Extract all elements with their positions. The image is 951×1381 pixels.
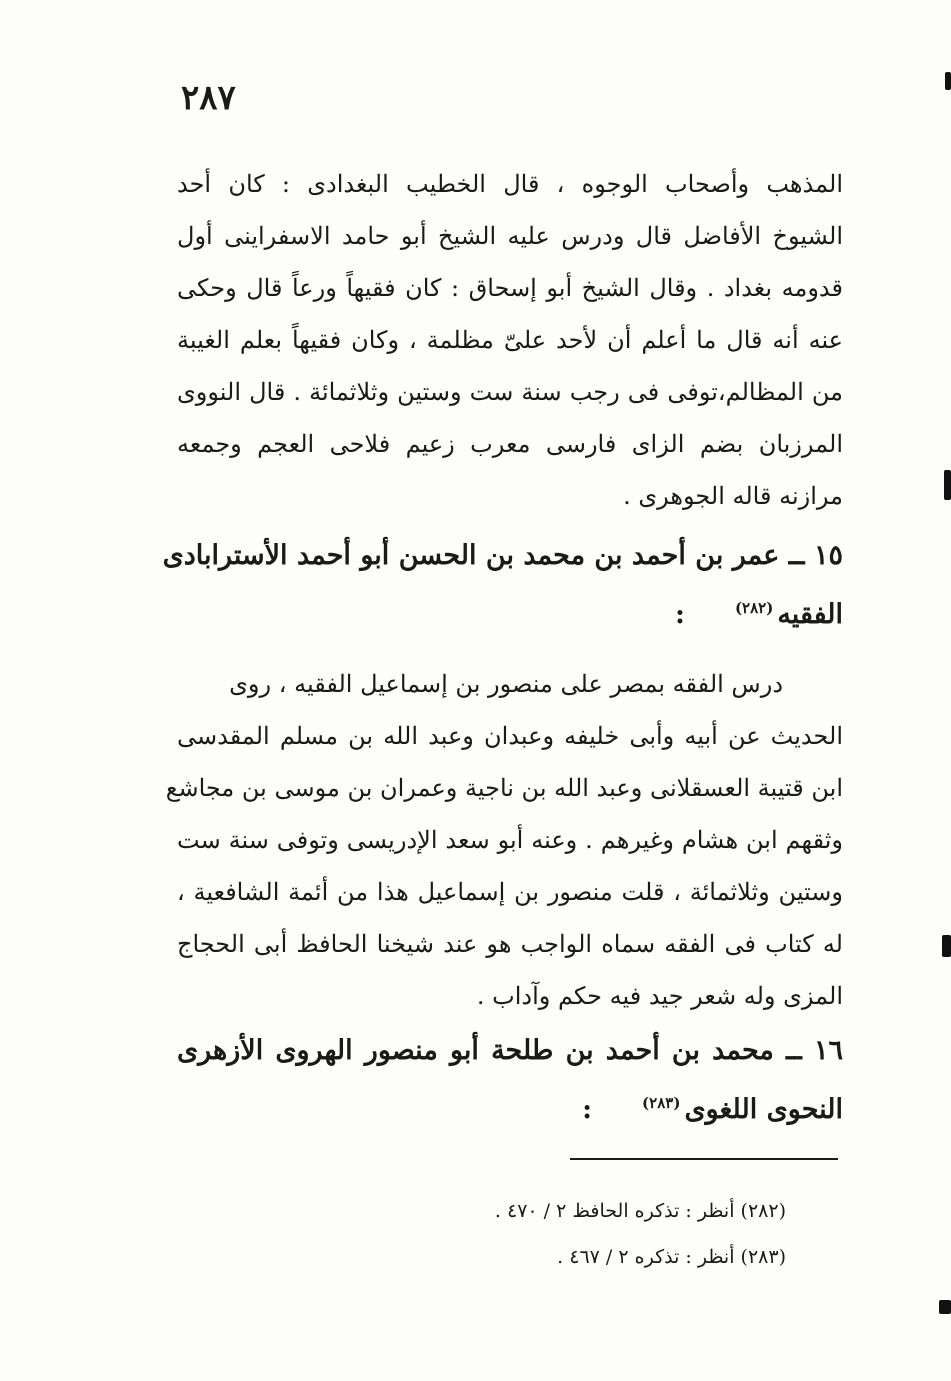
- heading-line: [177, 582, 843, 634]
- footnote: (٢٨٣) أنظر : تذكره ٢ / ٤٦٧ .: [557, 1246, 786, 1268]
- heading-line: ١٥ ــ عمر بن أحمد بن محمد بن الحسن أبو أحمد الأسترابادى: [162, 540, 843, 571]
- text-line: من المظالم،توفى فى رجب سنة ست وستين وثلاثمائة . قال النووى: [177, 378, 843, 406]
- text-line: عنه أنه قال ما أعلم أن لأحد علىّ مظلمة ، وكان فقيهاً بعلم الغيبة: [177, 326, 843, 354]
- heading-text: الفقيه: [777, 599, 843, 630]
- text-line: قدومه بغداد . وقال الشيخ أبو إسحاق : كان فقيهاً ورعاً قال وحكى: [177, 274, 843, 302]
- footnote-divider: [570, 1158, 838, 1160]
- text-line: ابن قتيبة العسقلانى وعبد الله بن ناجية وعمران بن موسى بن مجاشع: [165, 774, 843, 802]
- text-line: الشيوخ الأفاضل قال ودرس عليه الشيخ أبو حامد الاسفراينى أول: [177, 222, 843, 250]
- heading-colon: :: [582, 1094, 593, 1125]
- scan-edge-mark: [939, 1300, 951, 1314]
- footnote-reference: (٢٨٢): [734, 599, 774, 617]
- text-line: المزى وله شعر جيد فيه حكم وآداب .: [476, 982, 843, 1010]
- heading-colon: :: [674, 599, 685, 630]
- heading-line: [177, 1077, 843, 1129]
- footnote: (٢٨٢) أنظر : تذكره الحافظ ٢ / ٤٧٠ .: [494, 1200, 786, 1222]
- entry-15-body: [165, 658, 843, 1022]
- scan-edge-mark: [945, 72, 951, 90]
- text-line: درس الفقه بمصر على منصور بن إسماعيل الفقيه ، روى: [229, 670, 783, 698]
- text-line: الحديث عن أبيه وأبى خليفه وعبدان وعبد الله بن مسلم المقدسى: [177, 722, 843, 750]
- entry-16-heading: [177, 1025, 843, 1129]
- footnote-reference: (٢٨٣): [642, 1094, 681, 1112]
- heading-line: ١٦ ــ محمد بن أحمد بن طلحة أبو منصور الهروى الأزهرى: [177, 1035, 843, 1066]
- page-number: ٢٨٧: [181, 78, 236, 118]
- heading-text: النحوى اللغوى: [684, 1094, 843, 1125]
- paragraph-1: [177, 158, 843, 522]
- entry-15-heading: [162, 530, 843, 634]
- text-line: له كتاب فى الفقه سماه الواجب هو عند شيخنا الحافظ أبى الحجاج: [177, 930, 843, 958]
- text-line: وثقهم ابن هشام وغيرهم . وعنه أبو سعد الإدريسى وتوفى سنة ست: [177, 826, 843, 854]
- footnotes: [495, 1188, 786, 1280]
- text-line: وستين وثلاثمائة ، قلت منصور بن إسماعيل هذا من أئمة الشافعية ،: [177, 878, 843, 906]
- text-line: المرزبان بضم الزاى فارسى معرب زعيم فلاحى العجم وجمعه: [177, 430, 843, 458]
- scan-edge-mark: [942, 935, 951, 957]
- text-line: المذهب وأصحاب الوجوه ، قال الخطيب البغدادى : كان أحد: [177, 170, 843, 198]
- scan-edge-mark: [944, 470, 951, 500]
- text-line: مرازنه قاله الجوهرى .: [623, 482, 843, 510]
